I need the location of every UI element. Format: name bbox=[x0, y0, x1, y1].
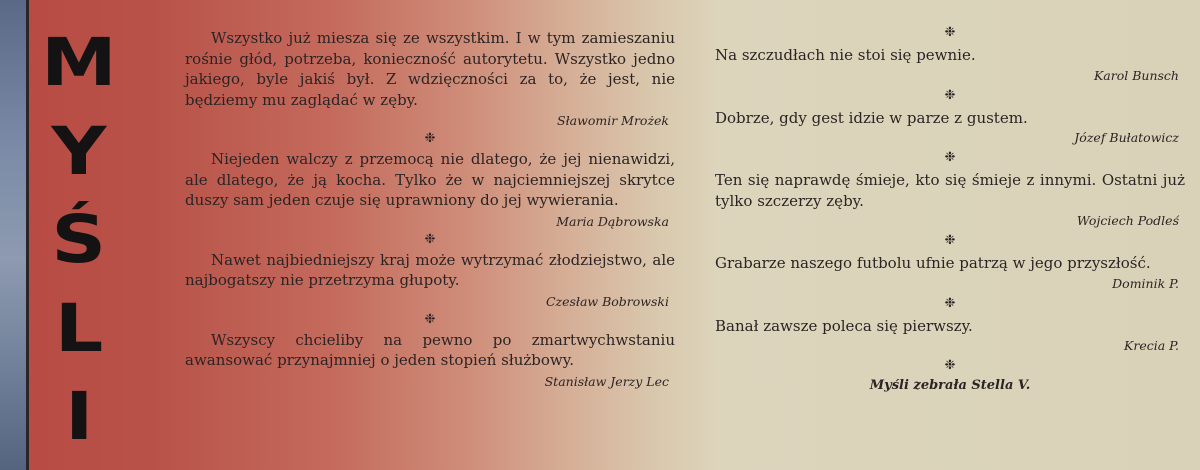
quote-text: Wszyscy chcieliby na pewno po zmartwychwstaniu awansować przynajmniej o jeden stopień służbowy. bbox=[185, 330, 675, 369]
quote-author: Czesław Bobrowski bbox=[545, 293, 669, 309]
separator-icon: ❉ bbox=[424, 131, 436, 146]
separator-icon: ❉ bbox=[944, 150, 956, 165]
quote-text: Niejeden walczy z przemocą nie dlatego, że jej nienawidzi, ale dlatego, że ją kocha. Tylko że w najciemniejszej skrytce duszy sam jeden czuje się uprawniony do jej wywierania. bbox=[185, 150, 675, 209]
quote-text: Grabarze naszego futbolu ufnie patrzą w jego przyszłość. bbox=[715, 254, 1151, 272]
quote-author: Krecia P. bbox=[1124, 338, 1179, 353]
separator-icon: ❉ bbox=[944, 233, 956, 248]
separator-icon: ❉ bbox=[424, 231, 436, 247]
quote-author: Józef Bułatowicz bbox=[1074, 130, 1179, 145]
separator-icon: ❉ bbox=[944, 87, 956, 103]
quote-author: Dominik P. bbox=[1112, 275, 1179, 291]
separator-icon: ❉ bbox=[944, 358, 956, 373]
separator-icon: ❉ bbox=[944, 25, 956, 40]
title-letter: L bbox=[54, 289, 104, 367]
title-letter: Ś bbox=[51, 201, 107, 278]
quote-text: Banał zawsze poleca się pierwszy. bbox=[715, 316, 973, 335]
title-letter: I bbox=[64, 378, 94, 455]
border-line bbox=[26, 0, 29, 470]
signature: Myśli zebrała Stella V. bbox=[869, 378, 1031, 393]
quote-text: Wszystko już miesza się ze wszystkim. I w tym zamieszaniu rośnie głód, potrzeba, konieczność autorytetu. Wszystko jedno jakiego, byle jakiś był. Z wdzięczności za to, że jest, nie będziemy mu zaglądać w zęby. bbox=[185, 29, 675, 109]
quote-text: Ten się naprawdę śmieje, kto się śmieje z innymi. Ostatni już tylko szczerzy zęby. bbox=[715, 171, 1185, 210]
vertical-title bbox=[36, 24, 122, 455]
quote-author: Stanisław Jerzy Lec bbox=[544, 373, 669, 389]
quote-author: Sławomir Mrożek bbox=[557, 113, 669, 128]
quote-author: Karol Bunsch bbox=[1093, 67, 1179, 83]
left-column bbox=[185, 28, 675, 389]
separator-icon: ❉ bbox=[424, 311, 436, 327]
quote-text: Na szczudłach nie stoi się pewnie. bbox=[715, 46, 976, 64]
adjacent-photo-strip bbox=[0, 0, 26, 470]
quote-author: Wojciech Podleś bbox=[1076, 213, 1179, 228]
title-letter: M bbox=[41, 24, 117, 101]
quote-author: Maria Dąbrowska bbox=[556, 213, 669, 229]
quote-text: Nawet najbiedniejszy kraj może wytrzymać złodziejstwo, ale najbogatszy nie przetrzyma głupoty. bbox=[185, 250, 675, 289]
separator-icon: ❉ bbox=[944, 295, 956, 311]
title-letter: Y bbox=[51, 112, 107, 190]
right-column bbox=[715, 20, 1185, 393]
quote-text: Dobrze, gdy gest idzie w parze z gustem. bbox=[715, 108, 1028, 127]
